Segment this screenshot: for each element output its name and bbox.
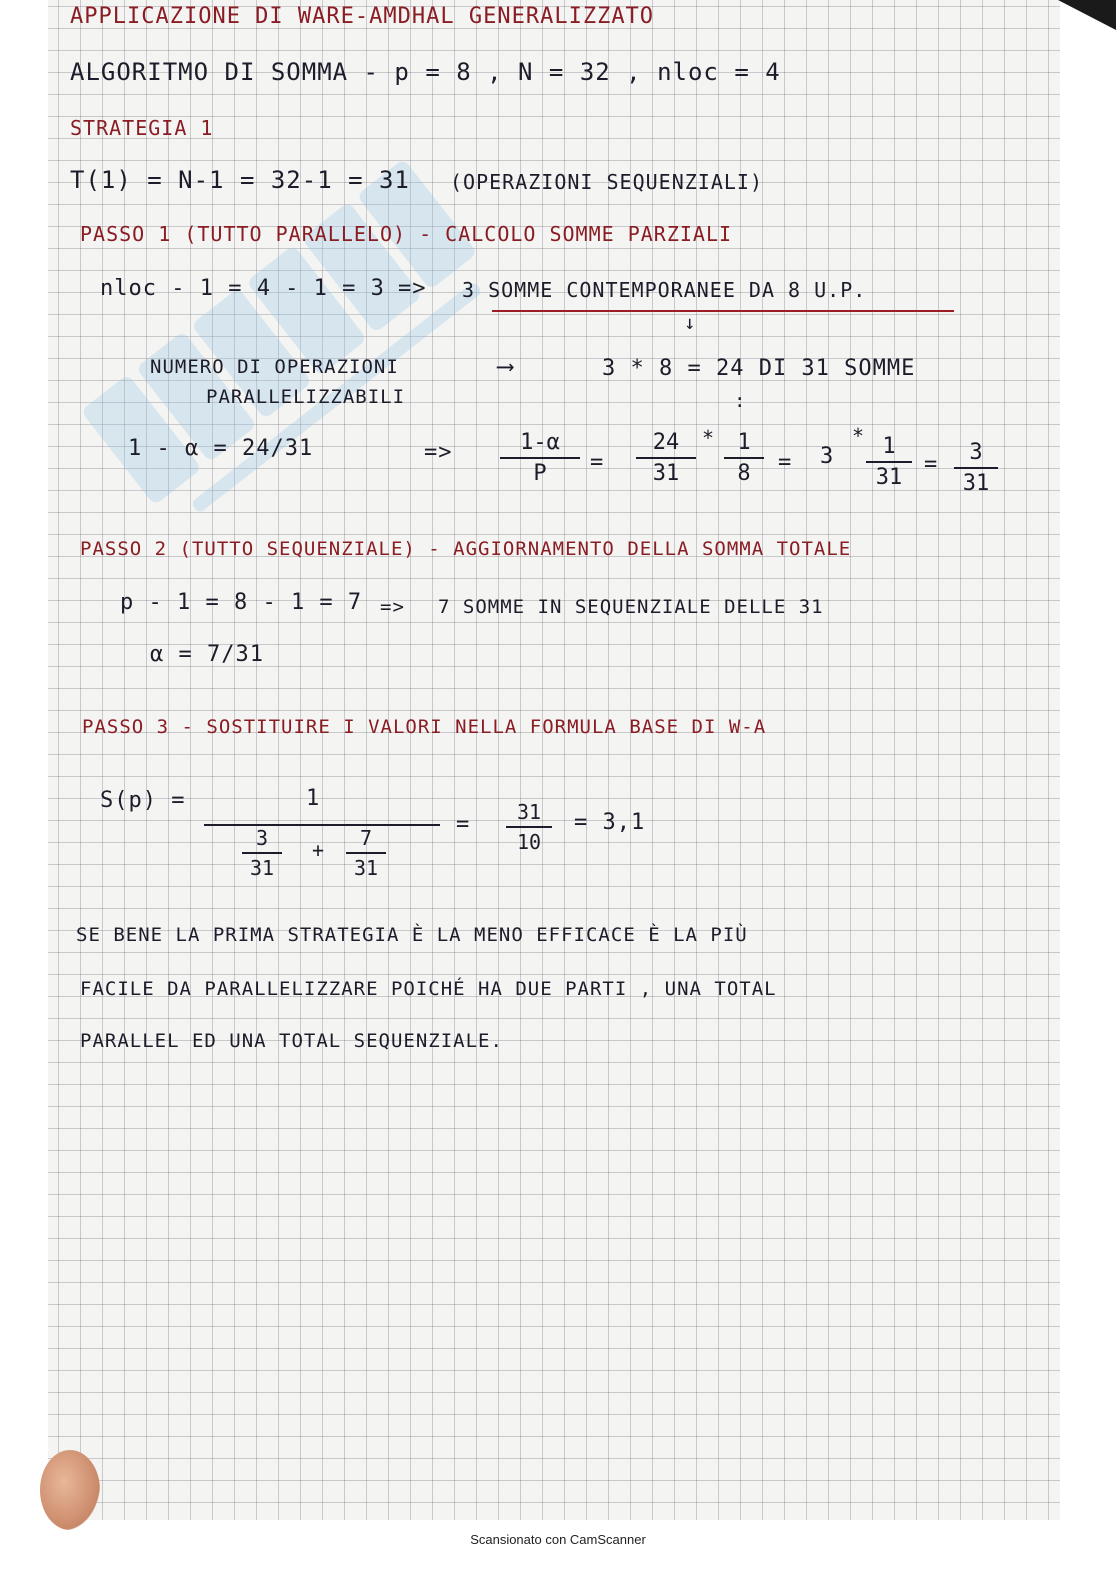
step1-result: 3 SOMME CONTEMPORANEE DA 8 U.P. bbox=[462, 278, 867, 302]
result-underline bbox=[492, 310, 954, 312]
frac-numerator: 1 bbox=[737, 430, 751, 455]
speedup-result: = 3,1 bbox=[574, 810, 646, 835]
fraction-3-31 bbox=[954, 440, 998, 496]
step1-heading: PASSO 1 (TUTTO PARALLELO) - CALCOLO SOMME PARZIALI bbox=[80, 222, 733, 246]
frac-denominator: P bbox=[533, 461, 547, 486]
scanner-footer: Scansionato con CamScanner bbox=[470, 1532, 646, 1547]
frac-arrow: => bbox=[424, 440, 453, 465]
t1-note: (OPERAZIONI SEQUENZIALI) bbox=[450, 170, 763, 194]
step2-heading: PASSO 2 (TUTTO SEQUENZIALE) - AGGIORNAMENTO DELLA SOMMA TOTALE bbox=[80, 538, 852, 560]
long-arrow: ⟶ bbox=[498, 352, 514, 380]
equals-sign: = bbox=[924, 452, 939, 477]
num-ops-result: 3 * 8 = 24 DI 31 SOMME bbox=[602, 356, 916, 381]
algorithm-line: ALGORITMO DI SOMMA - p = 8 , N = 32 , nloc = 4 bbox=[70, 58, 781, 86]
step1-arrow: => bbox=[398, 276, 427, 301]
times-sign: * bbox=[852, 424, 866, 448]
speedup-label: S(p) = bbox=[100, 788, 186, 813]
scan-corner-shadow bbox=[1058, 0, 1116, 30]
frac-denominator: 10 bbox=[516, 830, 542, 854]
step2-p-line: p - 1 = 8 - 1 = 7 bbox=[120, 590, 363, 615]
step2-result: 7 SOMME IN SEQUENZIALE DELLE 31 bbox=[438, 596, 824, 618]
alpha-value: α = 7/31 bbox=[150, 642, 264, 667]
frac-numerator: 1 bbox=[882, 434, 896, 459]
colon-mark: : bbox=[734, 390, 747, 412]
num-ops-label: NUMERO DI OPERAZIONI bbox=[150, 356, 399, 378]
equals-sign: = bbox=[590, 450, 605, 475]
thumb-shadow bbox=[40, 1450, 100, 1530]
fraction-1-8 bbox=[724, 430, 764, 486]
t1-equation: T(1) = N-1 = 32-1 = 31 bbox=[70, 166, 410, 194]
frac-numerator: 3 bbox=[255, 826, 269, 850]
conclusion-line-2: FACILE DA PARALLELIZZARE POICHÉ HA DUE PARTI , UNA TOTAL bbox=[80, 978, 777, 1000]
frac-numerator: 1-α bbox=[520, 430, 560, 455]
fraction-3-31 bbox=[242, 826, 282, 880]
fraction-7-31 bbox=[346, 826, 386, 880]
speedup-numerator: 1 bbox=[306, 786, 321, 811]
fraction-24-31 bbox=[636, 430, 696, 486]
strategy-label: STRATEGIA 1 bbox=[70, 116, 214, 140]
page-title: APPLICAZIONE DI WARE-AMDHAL GENERALIZZATO bbox=[70, 4, 655, 29]
frac-denominator: 31 bbox=[652, 461, 680, 486]
frac-denominator: 31 bbox=[353, 856, 379, 880]
frac-denominator: 31 bbox=[962, 471, 990, 496]
step1-nloc-line: nloc - 1 = 4 - 1 = 3 bbox=[100, 276, 385, 301]
alpha-equation: 1 - α = 24/31 bbox=[128, 436, 314, 461]
speedup-fraction-bar bbox=[204, 824, 440, 826]
step3-heading: PASSO 3 - SOSTITUIRE I VALORI NELLA FORMULA BASE DI W-A bbox=[82, 716, 767, 738]
down-arrow: ↓ bbox=[684, 312, 697, 334]
num-ops-label-2: PARALLELIZZABILI bbox=[206, 386, 406, 408]
frac-numerator: 3 bbox=[969, 440, 983, 465]
frac-denominator: 8 bbox=[737, 461, 751, 486]
plus-sign: + bbox=[312, 838, 326, 862]
equals-sign: = bbox=[456, 812, 471, 837]
three-factor: 3 bbox=[820, 444, 835, 469]
frac-denominator: 31 bbox=[249, 856, 275, 880]
frac-denominator: 31 bbox=[875, 465, 903, 490]
times-sign: * bbox=[702, 426, 716, 450]
fraction-1-31 bbox=[866, 434, 912, 490]
frac-numerator: 7 bbox=[359, 826, 373, 850]
fraction-31-10 bbox=[506, 800, 552, 854]
frac-numerator: 31 bbox=[516, 800, 542, 824]
step2-arrow: => bbox=[380, 596, 405, 618]
frac-numerator: 24 bbox=[652, 430, 680, 455]
equals-sign: = bbox=[778, 450, 793, 475]
conclusion-line-3: PARALLEL ED UNA TOTAL SEQUENZIALE. bbox=[80, 1030, 503, 1052]
fraction-1-alpha-over-p bbox=[500, 430, 580, 486]
conclusion-line-1: SE BENE LA PRIMA STRATEGIA È LA MENO EFFICACE È LA PIÙ bbox=[76, 924, 748, 946]
